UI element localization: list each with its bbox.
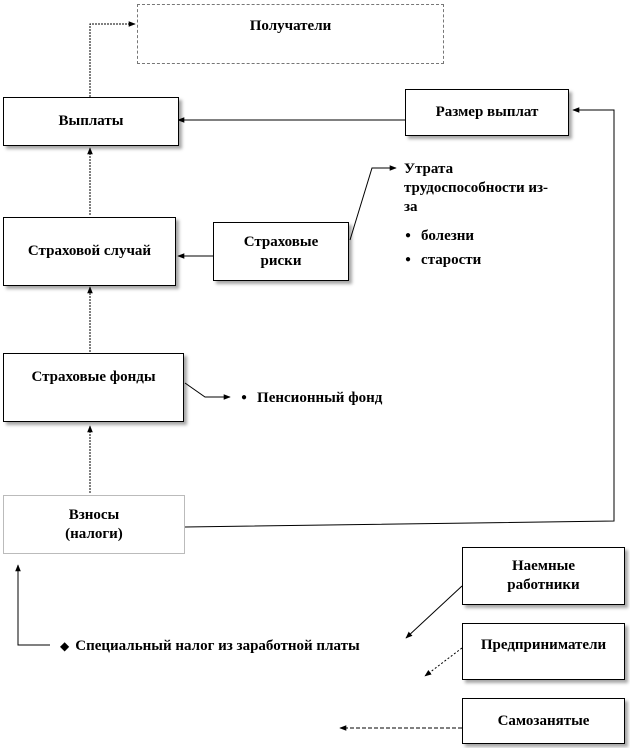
payments-box <box>3 97 179 146</box>
payment-size-label: Размер выплат <box>435 104 539 120</box>
cause-illness-label: болезни <box>421 228 475 244</box>
self-employed-box <box>462 698 625 744</box>
pension-fund-label: Пенсионный фонд <box>257 390 383 406</box>
recipients-label: Получатели <box>249 18 332 34</box>
arrow-funds-to-pension <box>185 383 230 397</box>
insurance-risks-line1: Страховые <box>243 233 319 250</box>
insured-event-box <box>3 217 176 286</box>
arrow-payments-to-recipients <box>90 24 135 97</box>
insurance-risks-box <box>213 222 349 281</box>
arrow-risks-to-disability <box>350 168 396 240</box>
insurance-risks-line2: риски <box>260 252 302 269</box>
pension-fund-item <box>241 388 382 408</box>
entrepreneurs-box <box>462 623 625 680</box>
arrow-contrib-to-size <box>185 110 614 527</box>
cause-old-age-item <box>405 250 481 270</box>
cause-illness-item <box>405 226 474 246</box>
arrow-employees-to-tax <box>406 586 462 638</box>
insurance-funds-box <box>3 353 184 422</box>
disability-line1: Утрата <box>404 161 454 177</box>
employees-line2: работники <box>507 577 580 593</box>
payment-size-box <box>405 89 569 136</box>
arrow-entrepreneurs <box>425 648 462 676</box>
diamond-bullet-icon: ◆ <box>60 639 70 653</box>
employees-line1: Наемные <box>511 558 576 574</box>
round-bullet-icon: ● <box>405 254 412 265</box>
self-employed-label: Самозанятые <box>497 712 590 729</box>
contributions-box <box>3 495 185 554</box>
insured-event-label: Страховой случай <box>27 243 152 259</box>
disability-line3: за <box>404 199 418 215</box>
contributions-line1: Взносы <box>68 506 120 523</box>
arrow-tax-to-contrib <box>18 565 50 645</box>
special-tax-item <box>60 637 360 656</box>
recipients-box <box>137 4 444 64</box>
cause-old-age-label: старости <box>421 252 482 268</box>
entrepreneurs-label: Предприниматели <box>480 637 607 653</box>
employees-box <box>462 547 625 605</box>
contributions-line2: (налоги) <box>65 525 123 542</box>
disability-text <box>404 160 548 217</box>
insurance-funds-label: Страховые фонды <box>31 369 156 385</box>
special-tax-label: Специальный налог из заработной платы <box>75 638 360 654</box>
payments-label: Выплаты <box>58 113 124 129</box>
round-bullet-icon: ● <box>405 230 412 241</box>
round-bullet-icon: ● <box>241 392 248 403</box>
disability-line2: трудоспособности из- <box>404 180 549 196</box>
